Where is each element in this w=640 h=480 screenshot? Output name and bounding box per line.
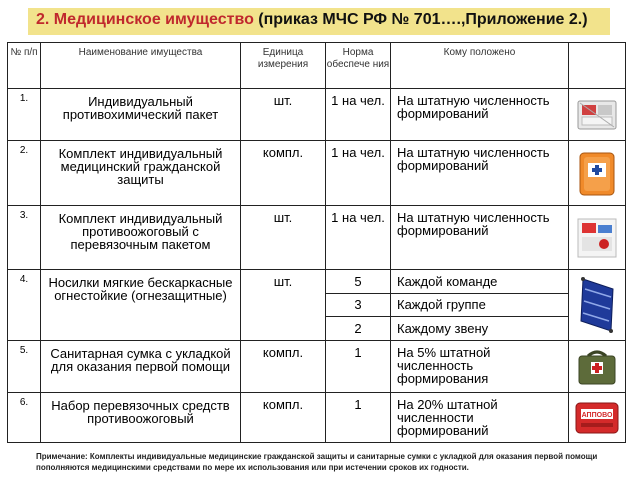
row-name: Комплект индивидуальный медицинский гражданской защиты [41,141,241,206]
table-row [8,393,626,443]
row-who: Каждой команде [391,270,569,294]
table-row [8,206,626,270]
row-norm: 1 на чел. [326,206,391,270]
row-name: Санитарная сумка с укладкой для оказания первой помощи [41,341,241,393]
footnote: Примечание: Комплекты индивидуальные медицинские гражданской защиты и санитарные сумки с укладкой для оказания первой помощи пополняются медицинскими средствами по мере их использования или при истечении сроков их годности. [36,452,598,472]
row-who: На 5% штатной численность формирования [391,341,569,393]
row-who: На штатную численность формирований [391,206,569,270]
header-num: № п/п [8,43,41,89]
row-image-cell [569,206,626,270]
row-num: 6. [8,393,41,443]
burn-kit-icon [573,210,621,265]
row-num: 4. [8,270,41,341]
row-image-cell [569,341,626,393]
row-unit: шт. [241,270,326,341]
row-norm: 2 [326,317,391,341]
row-who: Каждому звену [391,317,569,341]
sanitary-bag-icon [573,345,621,388]
table-row [8,141,626,206]
row-name: Набор перевязочных средств противоожоговый [41,393,241,443]
row-num: 5. [8,341,41,393]
row-num: 3. [8,206,41,270]
row-unit: шт. [241,89,326,141]
dressing-set-icon [573,397,621,438]
row-unit: компл. [241,141,326,206]
header-who: Кому положено [391,43,569,89]
header-name: Наименование имущества [41,43,241,89]
page-title [28,8,610,35]
row-image-cell [569,270,626,341]
row-unit: компл. [241,393,326,443]
row-norm: 3 [326,294,391,317]
stretcher-icon [573,274,621,336]
row-name: Носилки мягкие бескаркасные огнестойкие (огнезащитные) [41,270,241,341]
row-num: 1. [8,89,41,141]
row-unit: шт. [241,206,326,270]
row-unit: компл. [241,341,326,393]
row-norm: 1 [326,393,391,443]
title-main: 2. Медицинское имущество [36,11,254,28]
row-norm: 5 [326,270,391,294]
medical-kit-bag-icon [573,145,621,201]
table-header-row [8,43,626,89]
dressing-set-label: АППОВО [581,411,613,419]
header-image [569,43,626,89]
row-norm: 1 на чел. [326,141,391,206]
row-who: Каждой группе [391,294,569,317]
table-row [8,89,626,141]
row-norm: 1 на чел. [326,89,391,141]
row-who: На штатную численность формирований [391,89,569,141]
row-image-cell [569,141,626,206]
row-image-cell [569,393,626,443]
row-who: На 20% штатной численности формирований [391,393,569,443]
row-name: Комплект индивидуальный противоожоговый с перевязочным пакетом [41,206,241,270]
chemical-package-icon [573,93,621,136]
title-order: (приказ МЧС РФ № 701….,Приложение 2.) [253,11,588,28]
row-name: Индивидуальный противохимический пакет [41,89,241,141]
row-norm: 1 [326,341,391,393]
header-norm: Норма обеспече ния [326,43,391,89]
header-unit: Единица измерения [241,43,326,89]
row-num: 2. [8,141,41,206]
row-image-cell [569,89,626,141]
medical-property-table [7,42,626,443]
row-who: На штатную численность формирований [391,141,569,206]
table-row [8,341,626,393]
table-row [8,270,626,294]
